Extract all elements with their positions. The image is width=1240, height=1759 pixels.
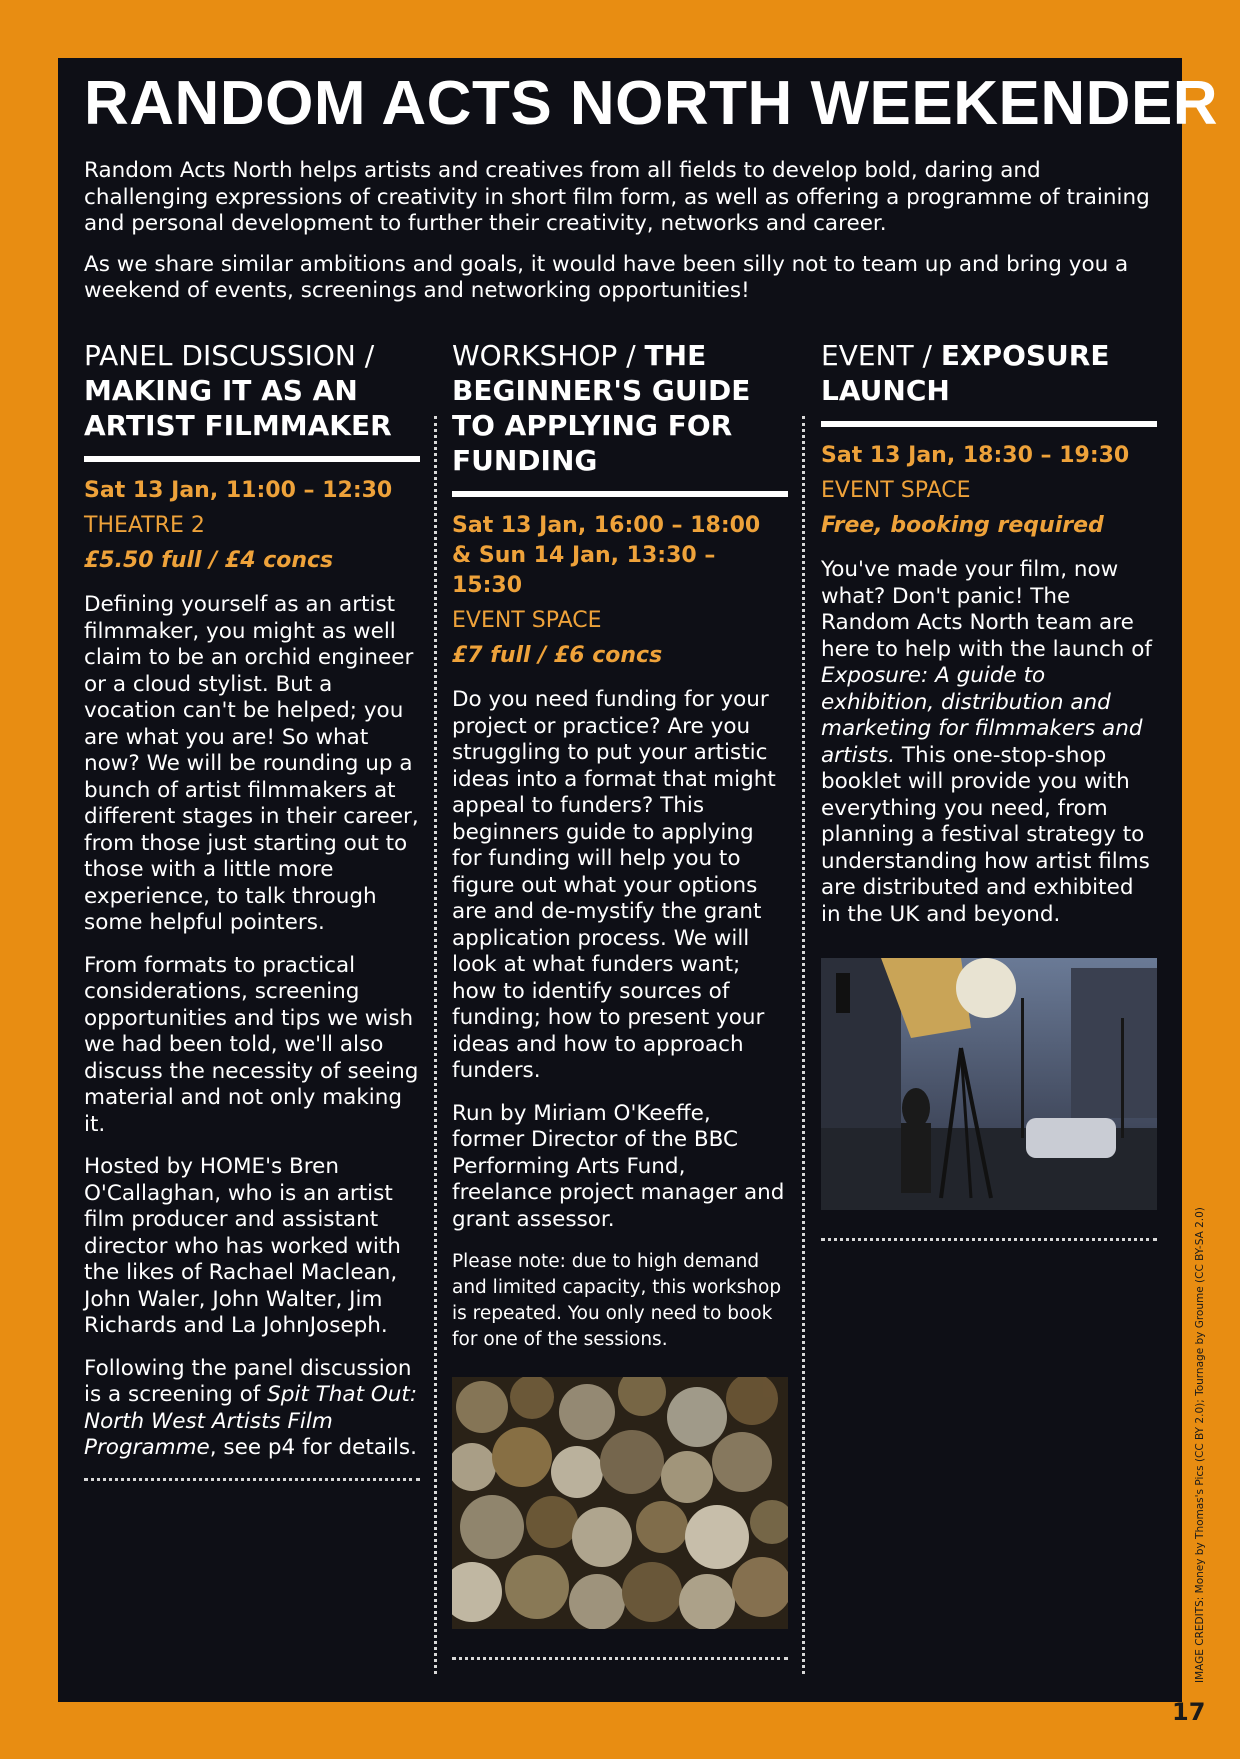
text-run: , see p4 for details. [209, 1435, 417, 1460]
text-run: Following the panel discussion is a screening of [84, 1355, 412, 1407]
workshop-heading [452, 338, 788, 478]
event-description [821, 557, 1157, 928]
heading-category: PANEL DISCUSSION / [84, 339, 375, 372]
coins-photo [452, 1377, 788, 1629]
image-credits: IMAGE CREDITS: Money by Thomas's Pics (CC BY 2.0); Tournage by Groume (CC BY-SA 2.0) [1194, 1207, 1206, 1683]
description-paragraph [84, 1356, 420, 1462]
dotted-separator [821, 1238, 1157, 1241]
text-run: This one-stop-shop booklet will provide you with everything you need, from planning a festival strategy to understanding how artist films are distributed and exhibited in the UK and beyond. [821, 742, 1150, 927]
heading-category: WORKSHOP / [452, 339, 645, 372]
event-time-2: & Sun 14 Jan, 13:30 – 15:30 [452, 543, 716, 598]
description-paragraph: Defining yourself as an artist filmmaker, you might as well claim to be an orchid engineer or a cloud stylist. But a vocation can't be helped; you are what you are! So what now? We will be rounding up a bunch of artist filmmakers at different stages in their career, from those just starting out to those with a little more experience, to talk through some helpful pointers. [84, 592, 419, 935]
event-description [84, 592, 420, 1462]
page-number: 17 [1172, 1698, 1206, 1726]
heading-category: EVENT / [821, 339, 941, 372]
heading-title: MAKING IT AS AN ARTIST FILMMAKER [84, 374, 392, 442]
event-venue: THEATRE 2 [84, 513, 205, 538]
intro-paragraph-1: Random Acts North helps artists and creatives from all fields to develop bold, daring and challenging expressions of creativity in short film form, as well as offering a programme of training and personal development to further their creativity, networks and career. [84, 158, 1150, 236]
intro-paragraph-2: As we share similar ambitions and goals, it would have been silly not to team up and bring you a weekend of events, screenings and networking opportunities! [84, 251, 1129, 303]
column-divider-2 [802, 416, 805, 1674]
screening-title: Spit That Out: North West Artists Film Programme [84, 1382, 418, 1460]
event-time-1: Sat 13 Jan, 16:00 – 18:00 [452, 513, 761, 538]
booking-note: Please note: due to high demand and limited capacity, this workshop is repeated. You only need to book for one of the sessions. [452, 1251, 782, 1350]
panel-discussion-column [84, 338, 420, 1481]
event-column [821, 338, 1157, 1241]
description-paragraph [821, 557, 1157, 928]
text-run: You've made your film, now what? Don't panic! The Random Acts North team are here to help with the launch of [821, 557, 1152, 662]
heading-rule [821, 421, 1157, 427]
event-price: £7 full / £6 concs [452, 643, 663, 668]
event-time: Sat 13 Jan, 11:00 – 12:30 [84, 478, 393, 503]
event-description [452, 687, 788, 1353]
dotted-separator [84, 1478, 420, 1481]
publication-title: Exposure: A guide to exhibition, distribution and marketing for filmmakers and artists. [821, 663, 1143, 768]
dotted-separator [452, 1657, 788, 1660]
workshop-column [452, 338, 788, 1660]
intro [84, 158, 1164, 319]
heading-title: THE BEGINNER'S GUIDE TO APPLYING FOR FUNDING [452, 339, 751, 477]
description-paragraph: Hosted by HOME's Bren O'Callaghan, who is an artist film producer and assistant director who has worked with the likes of Rachael Maclean, John Waler, John Walter, Jim Richards and La JohnJoseph. [84, 1154, 401, 1338]
film-shoot-photo [821, 958, 1157, 1210]
column-divider-1 [434, 416, 437, 1674]
event-price: £5.50 full / £4 concs [84, 548, 334, 573]
panel-discussion-heading [84, 338, 420, 443]
event-venue: EVENT SPACE [821, 478, 971, 503]
event-heading [821, 338, 1157, 408]
description-paragraph: From formats to practical considerations, screening opportunities and tips we wish we had been told, we'll also discuss the necessity of seeing material and not only making it. [84, 952, 419, 1137]
description-paragraph: Do you need funding for your project or practice? Are you struggling to put your artistic ideas into a format that might appeal to funders? This beginners guide to applying for funding will help you to figure out what your options are and de-mystify the grant application process. We will look at what funders want; how to identify sources of funding; how to present your ideas and how to approach funders. [452, 687, 776, 1083]
event-venue: EVENT SPACE [452, 608, 602, 633]
heading-rule [84, 456, 420, 462]
page-title: RANDOM ACTS NORTH WEEKENDER [84, 69, 1219, 138]
event-price: Free, booking required [821, 513, 1104, 538]
description-paragraph: Run by Miriam O'Keeffe, former Director of the BBC Performing Arts Fund, freelance project manager and grant assessor. [452, 1100, 785, 1232]
heading-rule [452, 491, 788, 497]
event-time: Sat 13 Jan, 18:30 – 19:30 [821, 443, 1130, 468]
heading-title: EXPOSURE LAUNCH [821, 339, 1110, 407]
event-time [452, 511, 788, 601]
